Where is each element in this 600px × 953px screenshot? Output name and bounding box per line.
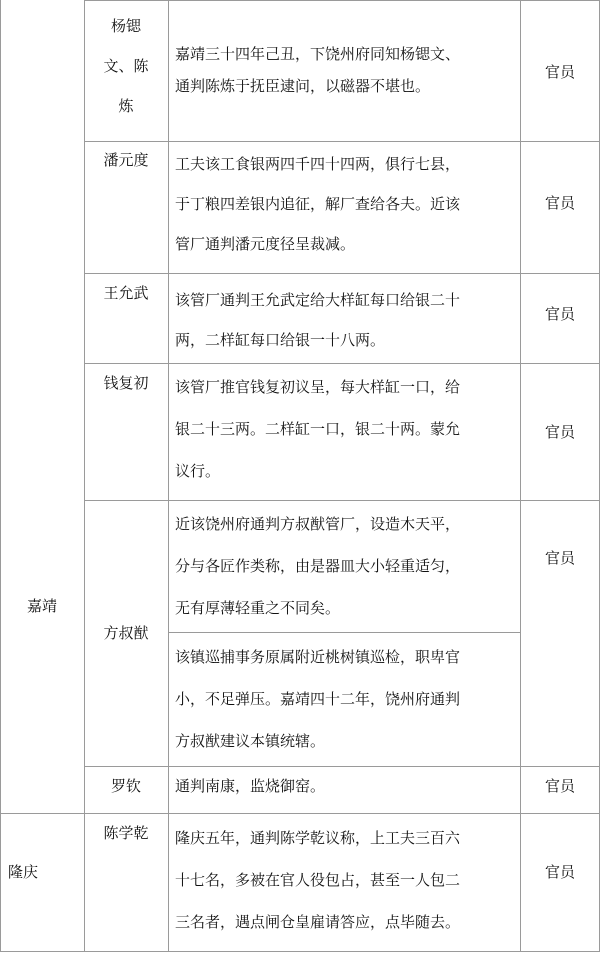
person-name: 方叔猷 (103, 624, 149, 642)
row-border (168, 632, 520, 633)
category-label: 官员 (544, 305, 575, 323)
category-label: 官员 (544, 777, 575, 795)
record-text: 通判南康，监烧御窑。 (175, 777, 326, 795)
row-border (84, 500, 600, 501)
category-label: 官员 (544, 863, 575, 881)
record-text: 近该饶州府通判方叔猷管厂，设造木天平， 分与各匠作类称，由是器皿大小轻重适匀， 无有厚薄轻重之不同矣。 (175, 515, 461, 617)
era-label: 隆庆 (8, 863, 39, 881)
record-text: 工夫该工食银两四千四十四两，俱行七县， 于丁粮四差银内追征，解厂查给各夫。近该 管厂通判潘元度径呈裁减。 (175, 155, 461, 253)
row-border (0, 951, 600, 952)
record-text: 嘉靖三十四年己丑，下饶州府同知杨锶文、 通判陈炼于抚臣逮问，以磁器不堪也。 (175, 45, 461, 95)
record-text: 该管厂推官钱复初议呈，每大样缸一口，给 银二十三两。二样缸一口，银二十两。蒙允 议行。 (175, 378, 461, 480)
row-border (0, 813, 600, 814)
person-name: 王允武 (103, 284, 149, 302)
category-label: 官员 (544, 194, 575, 212)
row-border (84, 766, 600, 767)
person-name: 钱复初 (103, 374, 149, 392)
category-label: 官员 (544, 549, 575, 567)
record-text: 隆庆五年，通判陈学乾议称，上工夫三百六 十七名，多被在官人役包占，甚至一人包二 三名者，遇点闸仓皇雇请答应，点毕随去。 (175, 829, 461, 931)
row-border (84, 0, 600, 1)
record-text: 该管厂通判王允武定给大样缸每口给银二十 两，二样缸每口给银一十八两。 (175, 291, 461, 349)
record-text: 该镇巡捕事务原属附近桃树镇巡检，职卑官 小，不足弹压。嘉靖四十二年，饶州府通判 方叔猷建议本镇统辖。 (175, 648, 461, 750)
row-border (84, 273, 600, 274)
row-border (84, 363, 600, 364)
category-label: 官员 (544, 423, 575, 441)
col-border (520, 0, 521, 952)
person-name: 罗钦 (110, 777, 141, 795)
col-border (168, 0, 169, 952)
category-label: 官员 (544, 63, 575, 81)
person-name: 陈学乾 (103, 824, 149, 842)
col-border (0, 0, 1, 952)
row-border (84, 141, 600, 142)
person-name: 潘元度 (103, 151, 149, 169)
col-border (84, 0, 85, 952)
person-name: 杨锶 文、陈 炼 (103, 17, 149, 115)
era-label: 嘉靖 (26, 597, 57, 615)
